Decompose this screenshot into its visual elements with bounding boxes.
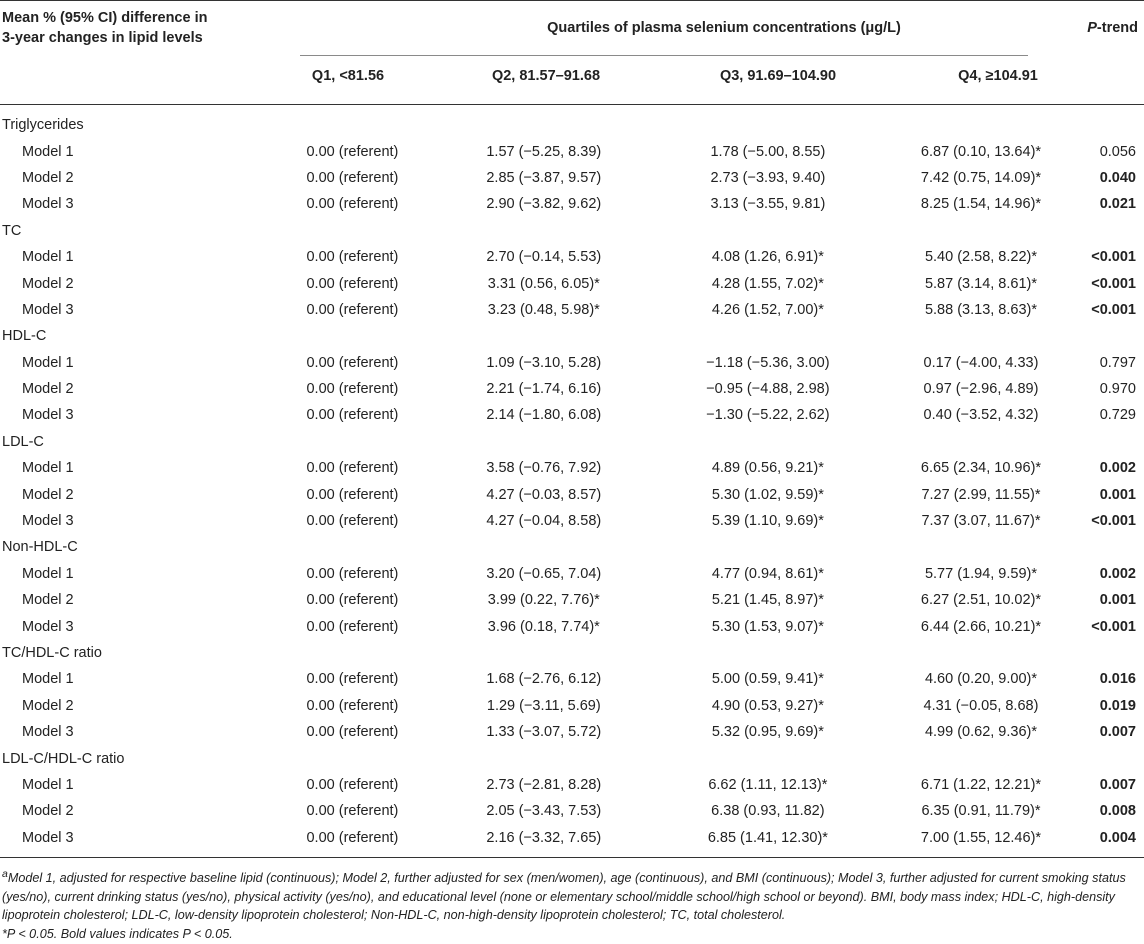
- cell-q3: 4.28 (1.55, 7.02)*: [711, 275, 824, 292]
- cell-q4: 6.44 (2.66, 10.21)*: [920, 618, 1042, 635]
- model-label: Model 1: [22, 776, 74, 793]
- cell-q3: 5.00 (0.59, 9.41)*: [711, 671, 824, 688]
- cell-q2: 3.20 (−0.65, 7.04): [486, 565, 602, 582]
- cell-q3: −1.18 (−5.36, 3.00): [706, 354, 830, 371]
- cell-q1: 0.00 (referent): [306, 776, 399, 793]
- stub-header: [2, 8, 207, 48]
- model-label: Model 3: [22, 829, 74, 846]
- ptrend-rest: -trend: [1096, 20, 1138, 36]
- cell-q1: 0.00 (referent): [306, 724, 399, 741]
- cell-q4: 6.27 (2.51, 10.02)*: [920, 592, 1042, 609]
- table-group-row: [0, 640, 1144, 666]
- model-label: Model 2: [22, 803, 74, 820]
- table-row: [0, 402, 1144, 428]
- group-label: Triglycerides: [2, 117, 84, 134]
- cell-q1: 0.00 (referent): [306, 592, 399, 609]
- cell-q4: 0.17 (−4.00, 4.33): [923, 354, 1039, 371]
- model-label: Model 1: [22, 354, 74, 371]
- model-label: Model 1: [22, 565, 74, 582]
- table-row: [0, 350, 1144, 376]
- model-label: Model 3: [22, 618, 74, 635]
- cell-q4: 7.37 (3.07, 11.67)*: [921, 513, 1041, 530]
- cell-q1: 0.00 (referent): [306, 565, 399, 582]
- table-row: [0, 666, 1144, 692]
- table-row: [0, 772, 1144, 798]
- cell-q2: 2.70 (−0.14, 5.53): [486, 249, 602, 266]
- model-label: Model 2: [22, 169, 74, 186]
- table-group-row: [0, 534, 1144, 560]
- table-row: [0, 481, 1144, 507]
- cell-q4: 7.00 (1.55, 12.46)*: [920, 829, 1042, 846]
- table-group-row: [0, 429, 1144, 455]
- cell-q2: 1.57 (−5.25, 8.39): [486, 143, 602, 160]
- table-row: [0, 561, 1144, 587]
- cell-q1: 0.00 (referent): [306, 513, 399, 530]
- table-group-row: [0, 218, 1144, 244]
- cell-q4: 7.42 (0.75, 14.09)*: [920, 169, 1042, 186]
- table-row: [0, 270, 1144, 296]
- cell-q3: −0.95 (−4.88, 2.98): [706, 381, 830, 398]
- cell-ptrend: 0.001: [1099, 592, 1136, 609]
- cell-q1: 0.00 (referent): [306, 697, 399, 714]
- cell-q1: 0.00 (referent): [306, 354, 399, 371]
- model-label: Model 2: [22, 381, 74, 398]
- cell-q4: 5.87 (3.14, 8.61)*: [924, 275, 1038, 292]
- cell-q3: 4.26 (1.52, 7.00)*: [711, 301, 824, 318]
- table-row: [0, 455, 1144, 481]
- cell-q4: 7.27 (2.99, 11.55)*: [921, 486, 1041, 503]
- cell-ptrend: 0.040: [1099, 169, 1136, 186]
- table-row: [0, 825, 1144, 851]
- cell-q4: 5.88 (3.13, 8.63)*: [924, 301, 1038, 318]
- cell-q1: 0.00 (referent): [306, 803, 399, 820]
- table-group-row: [0, 745, 1144, 771]
- stub-header-line1: Mean % (95% CI) difference in: [2, 10, 208, 26]
- cell-ptrend: <0.001: [1091, 249, 1136, 266]
- model-label: Model 2: [22, 592, 74, 609]
- table-row: [0, 613, 1144, 639]
- table-row: [0, 297, 1144, 323]
- cell-q4: 6.65 (2.34, 10.96)*: [920, 460, 1042, 477]
- cell-q2: 2.85 (−3.87, 9.57): [486, 169, 602, 186]
- cell-q2: 4.27 (−0.04, 8.58): [486, 513, 602, 530]
- cell-ptrend: 0.008: [1099, 803, 1136, 820]
- cell-q4: 6.87 (0.10, 13.64)*: [920, 143, 1042, 160]
- cell-ptrend: 0.001: [1099, 486, 1136, 503]
- cell-q3: 5.30 (1.53, 9.07)*: [711, 618, 824, 635]
- cell-ptrend: 0.007: [1099, 776, 1136, 793]
- model-label: Model 1: [22, 249, 74, 266]
- footnote-b: *P < 0.05. Bold values indicates P < 0.05.: [2, 926, 233, 941]
- col-header-q3: Q3, 91.69–104.90: [719, 68, 837, 84]
- top-rule: [0, 0, 1144, 1]
- cell-q1: 0.00 (referent): [306, 275, 399, 292]
- cell-q2: 3.96 (0.18, 7.74)*: [487, 618, 600, 635]
- table-body: [0, 112, 1144, 851]
- table-row: [0, 138, 1144, 164]
- cell-q2: 3.23 (0.48, 5.98)*: [487, 301, 600, 318]
- group-label: LDL-C: [2, 433, 44, 450]
- ptrend-header: [1087, 18, 1138, 38]
- model-label: Model 2: [22, 697, 74, 714]
- table-group-row: [0, 112, 1144, 138]
- cell-q1: 0.00 (referent): [306, 829, 399, 846]
- cell-q1: 0.00 (referent): [306, 249, 399, 266]
- cell-q2: 2.90 (−3.82, 9.62): [486, 196, 602, 213]
- cell-q3: 1.78 (−5.00, 8.55): [710, 143, 826, 160]
- table-row: [0, 719, 1144, 745]
- cell-q3: −1.30 (−5.22, 2.62): [706, 407, 830, 424]
- col-header-q4: Q4, ≥104.91: [958, 68, 1038, 84]
- footnote: [2, 865, 1142, 943]
- cell-q3: 5.21 (1.45, 8.97)*: [711, 592, 824, 609]
- cell-q2: 2.73 (−2.81, 8.28): [486, 776, 602, 793]
- cell-q4: 0.40 (−3.52, 4.32): [923, 407, 1039, 424]
- cell-ptrend: <0.001: [1091, 513, 1136, 530]
- cell-q1: 0.00 (referent): [306, 407, 399, 424]
- table-row: [0, 508, 1144, 534]
- cell-ptrend: 0.729: [1099, 407, 1136, 424]
- cell-q2: 2.14 (−1.80, 6.08): [486, 407, 602, 424]
- model-label: Model 3: [22, 513, 74, 530]
- cell-q1: 0.00 (referent): [306, 301, 399, 318]
- cell-ptrend: 0.002: [1099, 460, 1136, 477]
- cell-q2: 1.33 (−3.07, 5.72): [486, 724, 602, 741]
- model-label: Model 3: [22, 407, 74, 424]
- table-row: [0, 191, 1144, 217]
- cell-ptrend: <0.001: [1091, 301, 1136, 318]
- table-row: [0, 587, 1144, 613]
- cell-q4: 0.97 (−2.96, 4.89): [923, 381, 1039, 398]
- cell-q1: 0.00 (referent): [306, 143, 399, 160]
- cell-ptrend: 0.019: [1099, 697, 1136, 714]
- cell-q3: 5.32 (0.95, 9.69)*: [711, 724, 824, 741]
- cell-q3: 4.77 (0.94, 8.61)*: [711, 565, 824, 582]
- col-header-q2: Q2, 81.57–91.68: [491, 68, 601, 84]
- header-rule: [0, 104, 1144, 105]
- table-row: [0, 244, 1144, 270]
- cell-q1: 0.00 (referent): [306, 169, 399, 186]
- cell-q3: 6.38 (0.93, 11.82): [711, 803, 825, 820]
- col-header-q1: Q1, <81.56: [311, 68, 385, 84]
- cell-ptrend: 0.970: [1099, 381, 1136, 398]
- cell-q1: 0.00 (referent): [306, 381, 399, 398]
- cell-q2: 1.68 (−2.76, 6.12): [486, 671, 602, 688]
- group-label: LDL-C/HDL-C ratio: [2, 750, 125, 767]
- cell-q4: 5.77 (1.94, 9.59)*: [924, 565, 1038, 582]
- cell-q4: 5.40 (2.58, 8.22)*: [924, 249, 1038, 266]
- model-label: Model 3: [22, 196, 74, 213]
- cell-ptrend: 0.007: [1099, 724, 1136, 741]
- footnote-a: [2, 865, 1142, 925]
- cell-q2: 2.21 (−1.74, 6.16): [486, 381, 602, 398]
- group-label: HDL-C: [2, 328, 47, 345]
- cell-q4: 6.35 (0.91, 11.79)*: [921, 803, 1041, 820]
- cell-ptrend: <0.001: [1091, 618, 1136, 635]
- cell-ptrend: 0.016: [1099, 671, 1136, 688]
- cell-q2: 2.16 (−3.32, 7.65): [486, 829, 602, 846]
- cell-q3: 6.85 (1.41, 12.30)*: [707, 829, 828, 846]
- cell-ptrend: 0.004: [1099, 829, 1136, 846]
- footnote-a-text: Model 1, adjusted for respective baseline lipid (continuous); Model 2, further adjusted for sex (men/women), age (continuous), and BMI (continuous); Model 3, further adjusted for current smoking status (yes/no), current drinking status (yes/no), physical activity (yes/no), and educational level (none or elementary school/middle school/high school or beyond). BMI, body mass index; HDL-C, high-density lipoprotein cholesterol; LDL-C, low-density lipoprotein cholesterol; Non-HDL-C, non-high-density lipoprotein cholesterol; TC, total cholesterol.: [2, 871, 1126, 923]
- cell-ptrend: <0.001: [1091, 275, 1136, 292]
- cell-q1: 0.00 (referent): [306, 486, 399, 503]
- cell-q2: 3.58 (−0.76, 7.92): [486, 460, 602, 477]
- group-label: Non-HDL-C: [2, 539, 78, 556]
- cell-q3: 2.73 (−3.93, 9.40): [710, 169, 826, 186]
- cell-q3: 4.90 (0.53, 9.27)*: [711, 697, 824, 714]
- cell-ptrend: 0.021: [1099, 196, 1136, 213]
- cell-q1: 0.00 (referent): [306, 196, 399, 213]
- cell-ptrend: 0.797: [1099, 354, 1136, 371]
- cell-ptrend: 0.056: [1099, 143, 1136, 160]
- cell-q4: 4.60 (0.20, 9.00)*: [924, 671, 1038, 688]
- bottom-rule: [0, 857, 1144, 858]
- model-label: Model 3: [22, 724, 74, 741]
- cell-q1: 0.00 (referent): [306, 460, 399, 477]
- table-row: [0, 693, 1144, 719]
- cell-q3: 4.89 (0.56, 9.21)*: [711, 460, 824, 477]
- model-label: Model 1: [22, 143, 74, 160]
- table-row: [0, 798, 1144, 824]
- spanner-rule: [300, 55, 1028, 56]
- cell-q2: 3.31 (0.56, 6.05)*: [487, 275, 600, 292]
- model-label: Model 1: [22, 671, 74, 688]
- spanner-header: Quartiles of plasma selenium concentrations (μg/L): [547, 20, 901, 36]
- footnote-a-marker: a: [2, 868, 8, 880]
- model-label: Model 2: [22, 275, 74, 292]
- cell-q1: 0.00 (referent): [306, 618, 399, 635]
- data-table: [0, 112, 1144, 851]
- cell-q4: 4.99 (0.62, 9.36)*: [924, 724, 1038, 741]
- model-label: Model 3: [22, 301, 74, 318]
- group-label: TC/HDL-C ratio: [2, 645, 102, 661]
- cell-q1: 0.00 (referent): [306, 671, 399, 688]
- ptrend-italic: P: [1087, 20, 1097, 36]
- table-group-row: [0, 323, 1144, 349]
- cell-q3: 3.13 (−3.55, 9.81): [710, 196, 826, 213]
- cell-q4: 4.31 (−0.05, 8.68): [923, 697, 1039, 714]
- table-row: [0, 165, 1144, 191]
- cell-q2: 3.99 (0.22, 7.76)*: [487, 592, 600, 609]
- cell-q4: 6.71 (1.22, 12.21)*: [920, 776, 1042, 793]
- cell-q2: 1.09 (−3.10, 5.28): [486, 354, 602, 371]
- cell-q2: 4.27 (−0.03, 8.57): [486, 486, 602, 503]
- model-label: Model 2: [22, 486, 74, 503]
- table-row: [0, 376, 1144, 402]
- stub-header-line2: 3-year changes in lipid levels: [2, 30, 203, 46]
- cell-q3: 4.08 (1.26, 6.91)*: [711, 249, 824, 266]
- cell-q2: 1.29 (−3.11, 5.69): [486, 697, 601, 714]
- cell-q3: 6.62 (1.11, 12.13)*: [708, 776, 828, 793]
- model-label: Model 1: [22, 460, 74, 477]
- cell-q2: 2.05 (−3.43, 7.53): [486, 803, 602, 820]
- cell-ptrend: 0.002: [1099, 565, 1136, 582]
- cell-q4: 8.25 (1.54, 14.96)*: [920, 196, 1042, 213]
- cell-q3: 5.39 (1.10, 9.69)*: [711, 513, 824, 530]
- group-label: TC: [2, 222, 22, 239]
- cell-q3: 5.30 (1.02, 9.59)*: [711, 486, 824, 503]
